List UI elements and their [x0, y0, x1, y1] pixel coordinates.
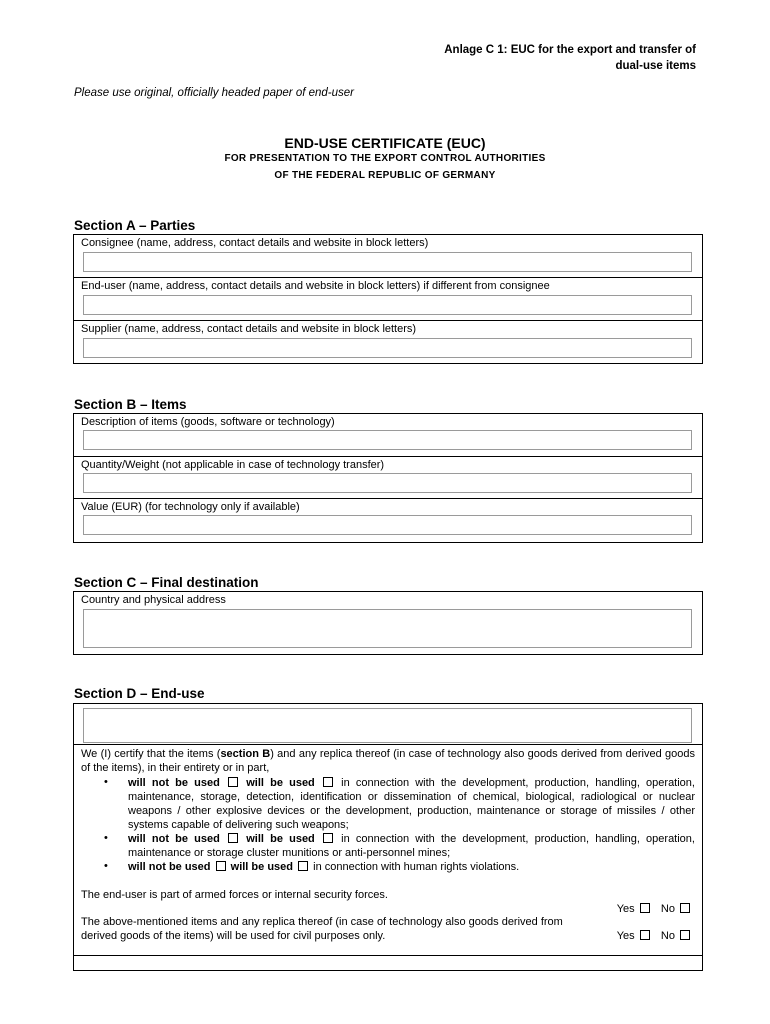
end-user-row	[74, 278, 702, 321]
consignee-row	[74, 235, 702, 278]
end-use-field[interactable]	[83, 708, 692, 743]
section-d-footer-row	[74, 956, 702, 970]
end-use-row	[74, 704, 702, 745]
bullet-2-will-not-label: will not be used	[128, 833, 220, 845]
quantity-label: Quantity/Weight (not applicable in case of technology transfer)	[81, 459, 385, 471]
consignee-field[interactable]	[83, 252, 692, 272]
section-c-heading: Section C – Final destination	[74, 575, 259, 590]
annex-header	[444, 42, 696, 74]
section-d-box	[73, 703, 703, 971]
armed-forces-yes-label: Yes	[616, 903, 635, 915]
bullet-2-will-checkbox[interactable]	[323, 833, 333, 843]
bullet-1-will-checkbox[interactable]	[323, 777, 333, 787]
value-field[interactable]	[83, 515, 692, 535]
section-b-box	[73, 413, 703, 543]
bullet-2-will-label: will be used	[246, 833, 315, 845]
end-user-field[interactable]	[83, 295, 692, 315]
bullet-2-will-not-checkbox[interactable]	[228, 833, 238, 843]
armed-forces-no-checkbox[interactable]	[680, 903, 690, 913]
certify-text-post: ) and any replica thereof (in case of technology also goods derived from derived goods of the items), in their entirety or in part,	[81, 748, 695, 774]
bullet-2-text: in connection with the development, production, handling, operation, maintenance or storage cluster munitions or anti-personnel mines;	[128, 833, 695, 859]
armed-forces-text: The end-user is part of armed forces or internal security forces.	[81, 889, 388, 901]
bullet-1	[128, 776, 695, 832]
quantity-row	[74, 457, 702, 499]
bullet-1-marker: •	[104, 776, 108, 788]
bullet-1-text: in connection with the development, production, handling, operation, maintenance, storage, detection, identification or dissemination of chemical, biological, radiological or nuclear weapons / other explosive devices or the development, production, maintenance or storage of missiles / other systems capable of delivering such weapons;	[128, 777, 695, 831]
supplier-field[interactable]	[83, 338, 692, 358]
country-address-field[interactable]	[83, 609, 692, 648]
value-label: Value (EUR) (for technology only if available)	[81, 501, 300, 513]
certify-paragraph	[81, 747, 695, 775]
bullet-3	[128, 860, 695, 874]
civil-purposes-yes-label: Yes	[616, 930, 635, 942]
supplier-label: Supplier (name, address, contact details and website in block letters)	[81, 323, 417, 335]
paper-note: Please use original, officially headed paper of end-user	[74, 87, 355, 99]
bullet-2-marker: •	[104, 832, 108, 844]
annex-line-1: Anlage C 1: EUC for the export and transfer of	[444, 44, 696, 56]
section-a-box	[73, 234, 703, 364]
bullet-1-will-not-label: will not be used	[128, 777, 220, 789]
bullet-3-will-checkbox[interactable]	[298, 861, 308, 871]
consignee-label: Consignee (name, address, contact details and website in block letters)	[81, 237, 429, 249]
supplier-row	[74, 321, 702, 363]
bullet-3-will-label: will be used	[230, 861, 293, 873]
description-row	[74, 414, 702, 457]
section-d-heading: Section D – End-use	[74, 686, 205, 701]
armed-forces-yes-checkbox[interactable]	[640, 903, 650, 913]
description-label: Description of items (goods, software or technology)	[81, 416, 335, 428]
country-label: Country and physical address	[81, 594, 226, 606]
bullet-1-will-not-checkbox[interactable]	[228, 777, 238, 787]
bullet-2	[128, 832, 695, 860]
bullet-3-text: in connection with human rights violations.	[313, 861, 520, 873]
quantity-field[interactable]	[83, 473, 692, 493]
bullet-3-will-not-checkbox[interactable]	[216, 861, 226, 871]
document-subtitle-2: OF THE FEDERAL REPUBLIC OF GERMANY	[274, 170, 496, 181]
bullet-3-marker: •	[104, 860, 108, 872]
annex-line-2: dual-use items	[615, 60, 696, 72]
armed-forces-no-label: No	[660, 903, 675, 915]
section-b-heading: Section B – Items	[74, 397, 187, 412]
document-title: END-USE CERTIFICATE (EUC)	[284, 135, 486, 151]
section-a-heading: Section A – Parties	[74, 218, 196, 233]
armed-forces-yes-no	[617, 902, 692, 916]
document-subtitle-1: FOR PRESENTATION TO THE EXPORT CONTROL AUTHORITIES	[224, 153, 546, 164]
bullet-3-will-not-label: will not be used	[128, 861, 211, 873]
section-c-box	[73, 591, 703, 655]
description-field[interactable]	[83, 430, 692, 450]
civil-purposes-no-label: No	[660, 930, 675, 942]
civil-purposes-yes-checkbox[interactable]	[640, 930, 650, 940]
civil-purposes-no-checkbox[interactable]	[680, 930, 690, 940]
civil-purposes-text: The above-mentioned items and any replica thereof (in case of technology also goods derived from derived goods of the items) will be used for civil purposes only.	[81, 916, 563, 942]
bullet-1-will-label: will be used	[246, 777, 315, 789]
civil-purposes-yes-no	[617, 929, 692, 943]
certification-row	[74, 745, 702, 956]
certify-section-ref: section B	[220, 748, 271, 760]
end-user-label: End-user (name, address, contact details and website in block letters) if different from consignee	[81, 280, 550, 292]
value-row	[74, 499, 702, 542]
certify-text-pre: We (I) certify that the items (	[81, 748, 221, 760]
